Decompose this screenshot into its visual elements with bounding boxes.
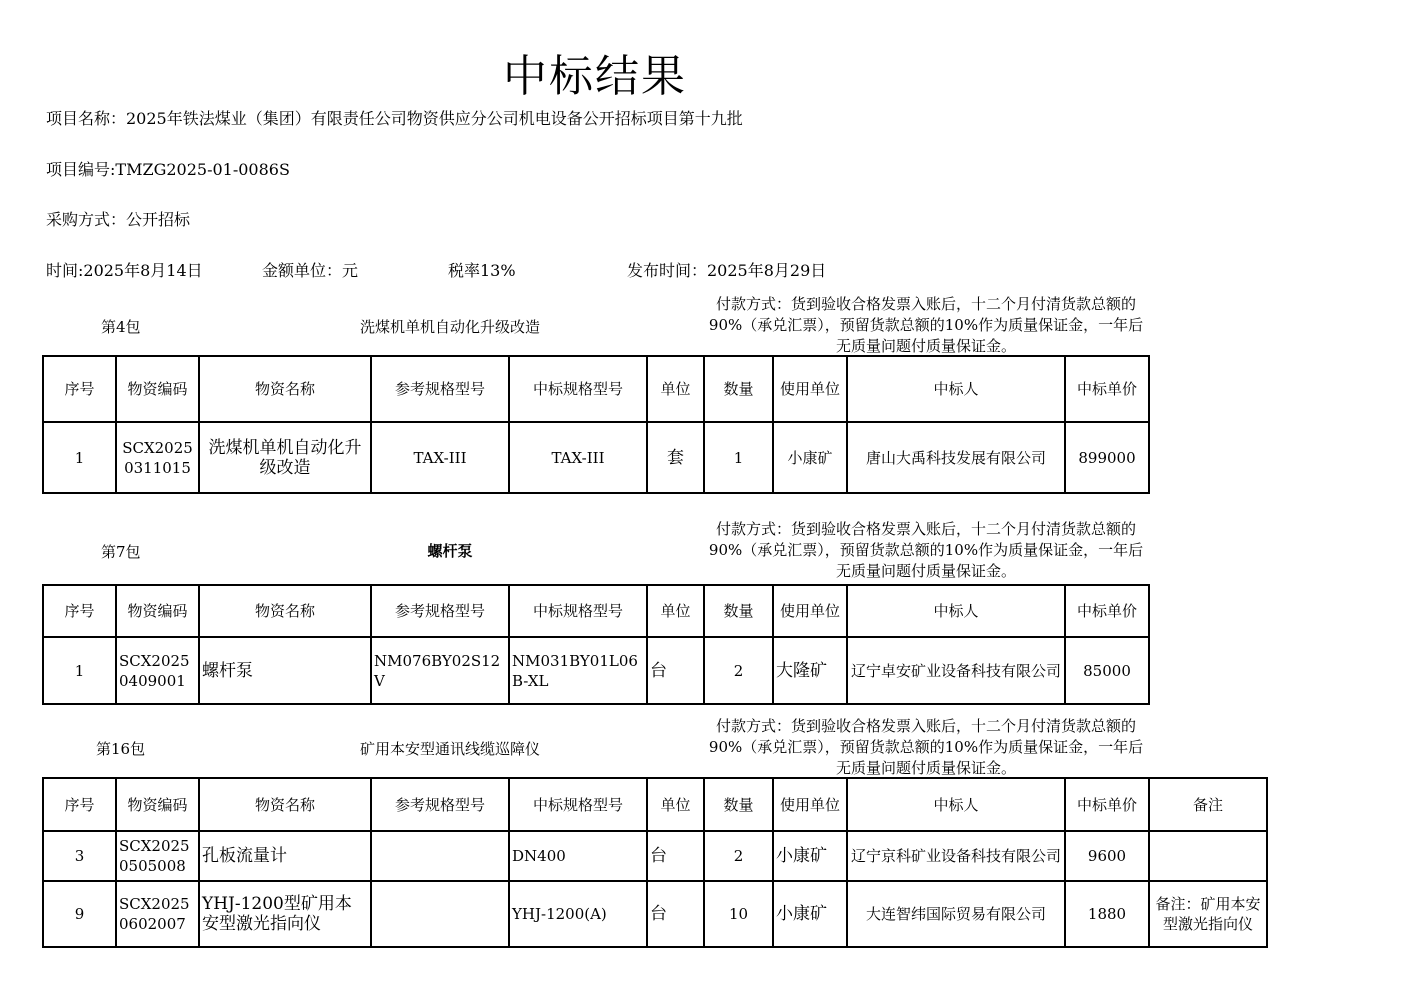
header-cell: 参考规格型号 — [371, 356, 509, 422]
header-cell: 中标单价 — [1065, 778, 1149, 831]
table-row — [43, 637, 1149, 704]
header-cell: 序号 — [43, 585, 116, 637]
payment-terms: 付款方式：货到验收合格发票入账后，十二个月付清货款总额的90%（承兑汇票），预留货款总额的10%作为质量保证金，一年后无质量问题付质量保证金。 — [708, 717, 1144, 777]
cell-note: 备注：矿用本安型激光指向仪 — [1149, 881, 1267, 947]
table-header-row — [43, 778, 1267, 831]
cell-winner: 大连智纬国际贸易有限公司 — [847, 881, 1065, 947]
payment-terms: 付款方式：货到验收合格发票入账后，十二个月付清货款总额的90%（承兑汇票），预留货款总额的10%作为质量保证金，一年后无质量问题付质量保证金。 — [708, 295, 1144, 355]
cell-ref-spec: NM076BY02S12V — [371, 637, 509, 704]
table-header-row — [43, 356, 1149, 422]
cell-user: 小康矿 — [773, 831, 847, 881]
package-name: 矿用本安型通讯线缆巡障仪 — [359, 740, 540, 758]
cell-no: 1 — [43, 422, 116, 493]
header-cell: 物资编码 — [116, 585, 199, 637]
cell-win-spec: DN400 — [509, 831, 647, 881]
header-cell: 中标单价 — [1065, 585, 1149, 637]
table-row — [43, 881, 1267, 947]
header-cell: 数量 — [704, 585, 773, 637]
header-cell: 备注 — [1149, 778, 1267, 831]
header-cell: 参考规格型号 — [371, 778, 509, 831]
cell-user: 大隆矿 — [773, 637, 847, 704]
package-name: 螺杆泵 — [427, 542, 473, 560]
header-cell: 参考规格型号 — [371, 585, 509, 637]
package-name: 洗煤机单机自动化升级改造 — [359, 318, 540, 336]
header-cell: 使用单位 — [773, 585, 847, 637]
page-title: 中标结果 — [503, 51, 687, 102]
table-header-row — [43, 585, 1149, 637]
cell-win-spec: YHJ-1200(A) — [509, 881, 647, 947]
project-name: 项目名称：2025年铁法煤业（集团）有限责任公司物资供应分公司机电设备公开招标项目第十九批 — [46, 109, 743, 128]
cell-qty: 2 — [704, 637, 773, 704]
table-row — [43, 831, 1267, 881]
project-number: 项目编号:TMZG2025-01-0086S — [46, 160, 290, 179]
payment-terms: 付款方式：货到验收合格发票入账后，十二个月付清货款总额的90%（承兑汇票），预留货款总额的10%作为质量保证金，一年后无质量问题付质量保证金。 — [708, 520, 1144, 580]
table-row — [43, 422, 1149, 493]
header-cell: 单位 — [647, 778, 704, 831]
cell-qty: 1 — [704, 422, 773, 493]
header-cell: 单位 — [647, 356, 704, 422]
header-cell: 物资编码 — [116, 356, 199, 422]
package-label: 第4包 — [101, 318, 141, 336]
cell-name: 孔板流量计 — [199, 831, 371, 881]
header-cell: 中标人 — [847, 778, 1065, 831]
cell-winner: 辽宁卓安矿业设备科技有限公司 — [847, 637, 1065, 704]
package-4-table — [42, 355, 1150, 494]
header-cell: 使用单位 — [773, 356, 847, 422]
cell-price: 9600 — [1065, 831, 1149, 881]
cell-unit: 台 — [647, 637, 704, 704]
header-cell: 序号 — [43, 778, 116, 831]
cell-unit: 套 — [647, 422, 704, 493]
cell-unit: 台 — [647, 881, 704, 947]
cell-ref-spec: TAX-III — [371, 422, 509, 493]
header-cell: 中标单价 — [1065, 356, 1149, 422]
cell-price: 899000 — [1065, 422, 1149, 493]
package-16-table — [42, 777, 1268, 948]
package-label: 第7包 — [101, 543, 141, 561]
cell-price: 1880 — [1065, 881, 1149, 947]
cell-qty: 10 — [704, 881, 773, 947]
cell-no: 1 — [43, 637, 116, 704]
header-cell: 物资名称 — [199, 778, 371, 831]
cell-code: SCX20250409001 — [116, 637, 199, 704]
cell-win-spec: TAX-III — [509, 422, 647, 493]
cell-code: SCX20250505008 — [116, 831, 199, 881]
header-cell: 单位 — [647, 585, 704, 637]
cell-ref-spec — [371, 881, 509, 947]
cell-no: 9 — [43, 881, 116, 947]
cell-code: SCX20250311015 — [116, 422, 199, 493]
cell-name: 洗煤机单机自动化升级改造 — [199, 422, 371, 493]
header-cell: 序号 — [43, 356, 116, 422]
header-cell: 物资名称 — [199, 356, 371, 422]
header-cell: 中标人 — [847, 356, 1065, 422]
cell-unit: 台 — [647, 831, 704, 881]
cell-user: 小康矿 — [773, 881, 847, 947]
cell-price: 85000 — [1065, 637, 1149, 704]
currency-unit: 金额单位：元 — [262, 261, 359, 280]
cell-winner: 辽宁京科矿业设备科技有限公司 — [847, 831, 1065, 881]
header-cell: 物资名称 — [199, 585, 371, 637]
header-cell: 物资编码 — [116, 778, 199, 831]
header-cell: 中标规格型号 — [509, 356, 647, 422]
procurement-method: 采购方式：公开招标 — [46, 210, 191, 229]
package-label: 第16包 — [96, 740, 146, 758]
cell-user: 小康矿 — [773, 422, 847, 493]
package-7-table — [42, 584, 1150, 705]
cell-name: 螺杆泵 — [199, 637, 371, 704]
cell-qty: 2 — [704, 831, 773, 881]
cell-winner: 唐山大禹科技发展有限公司 — [847, 422, 1065, 493]
header-cell: 中标规格型号 — [509, 778, 647, 831]
cell-win-spec: NM031BY01L06B-XL — [509, 637, 647, 704]
publish-time: 发布时间：2025年8月29日 — [627, 261, 827, 280]
bid-time: 时间:2025年8月14日 — [46, 261, 203, 280]
cell-name: YHJ-1200型矿用本安型激光指向仪 — [199, 881, 371, 947]
cell-note — [1149, 831, 1267, 881]
header-cell: 数量 — [704, 356, 773, 422]
tax-rate: 税率13% — [448, 261, 516, 280]
cell-no: 3 — [43, 831, 116, 881]
header-cell: 中标规格型号 — [509, 585, 647, 637]
header-cell: 数量 — [704, 778, 773, 831]
header-cell: 使用单位 — [773, 778, 847, 831]
cell-code: SCX20250602007 — [116, 881, 199, 947]
header-cell: 中标人 — [847, 585, 1065, 637]
cell-ref-spec — [371, 831, 509, 881]
